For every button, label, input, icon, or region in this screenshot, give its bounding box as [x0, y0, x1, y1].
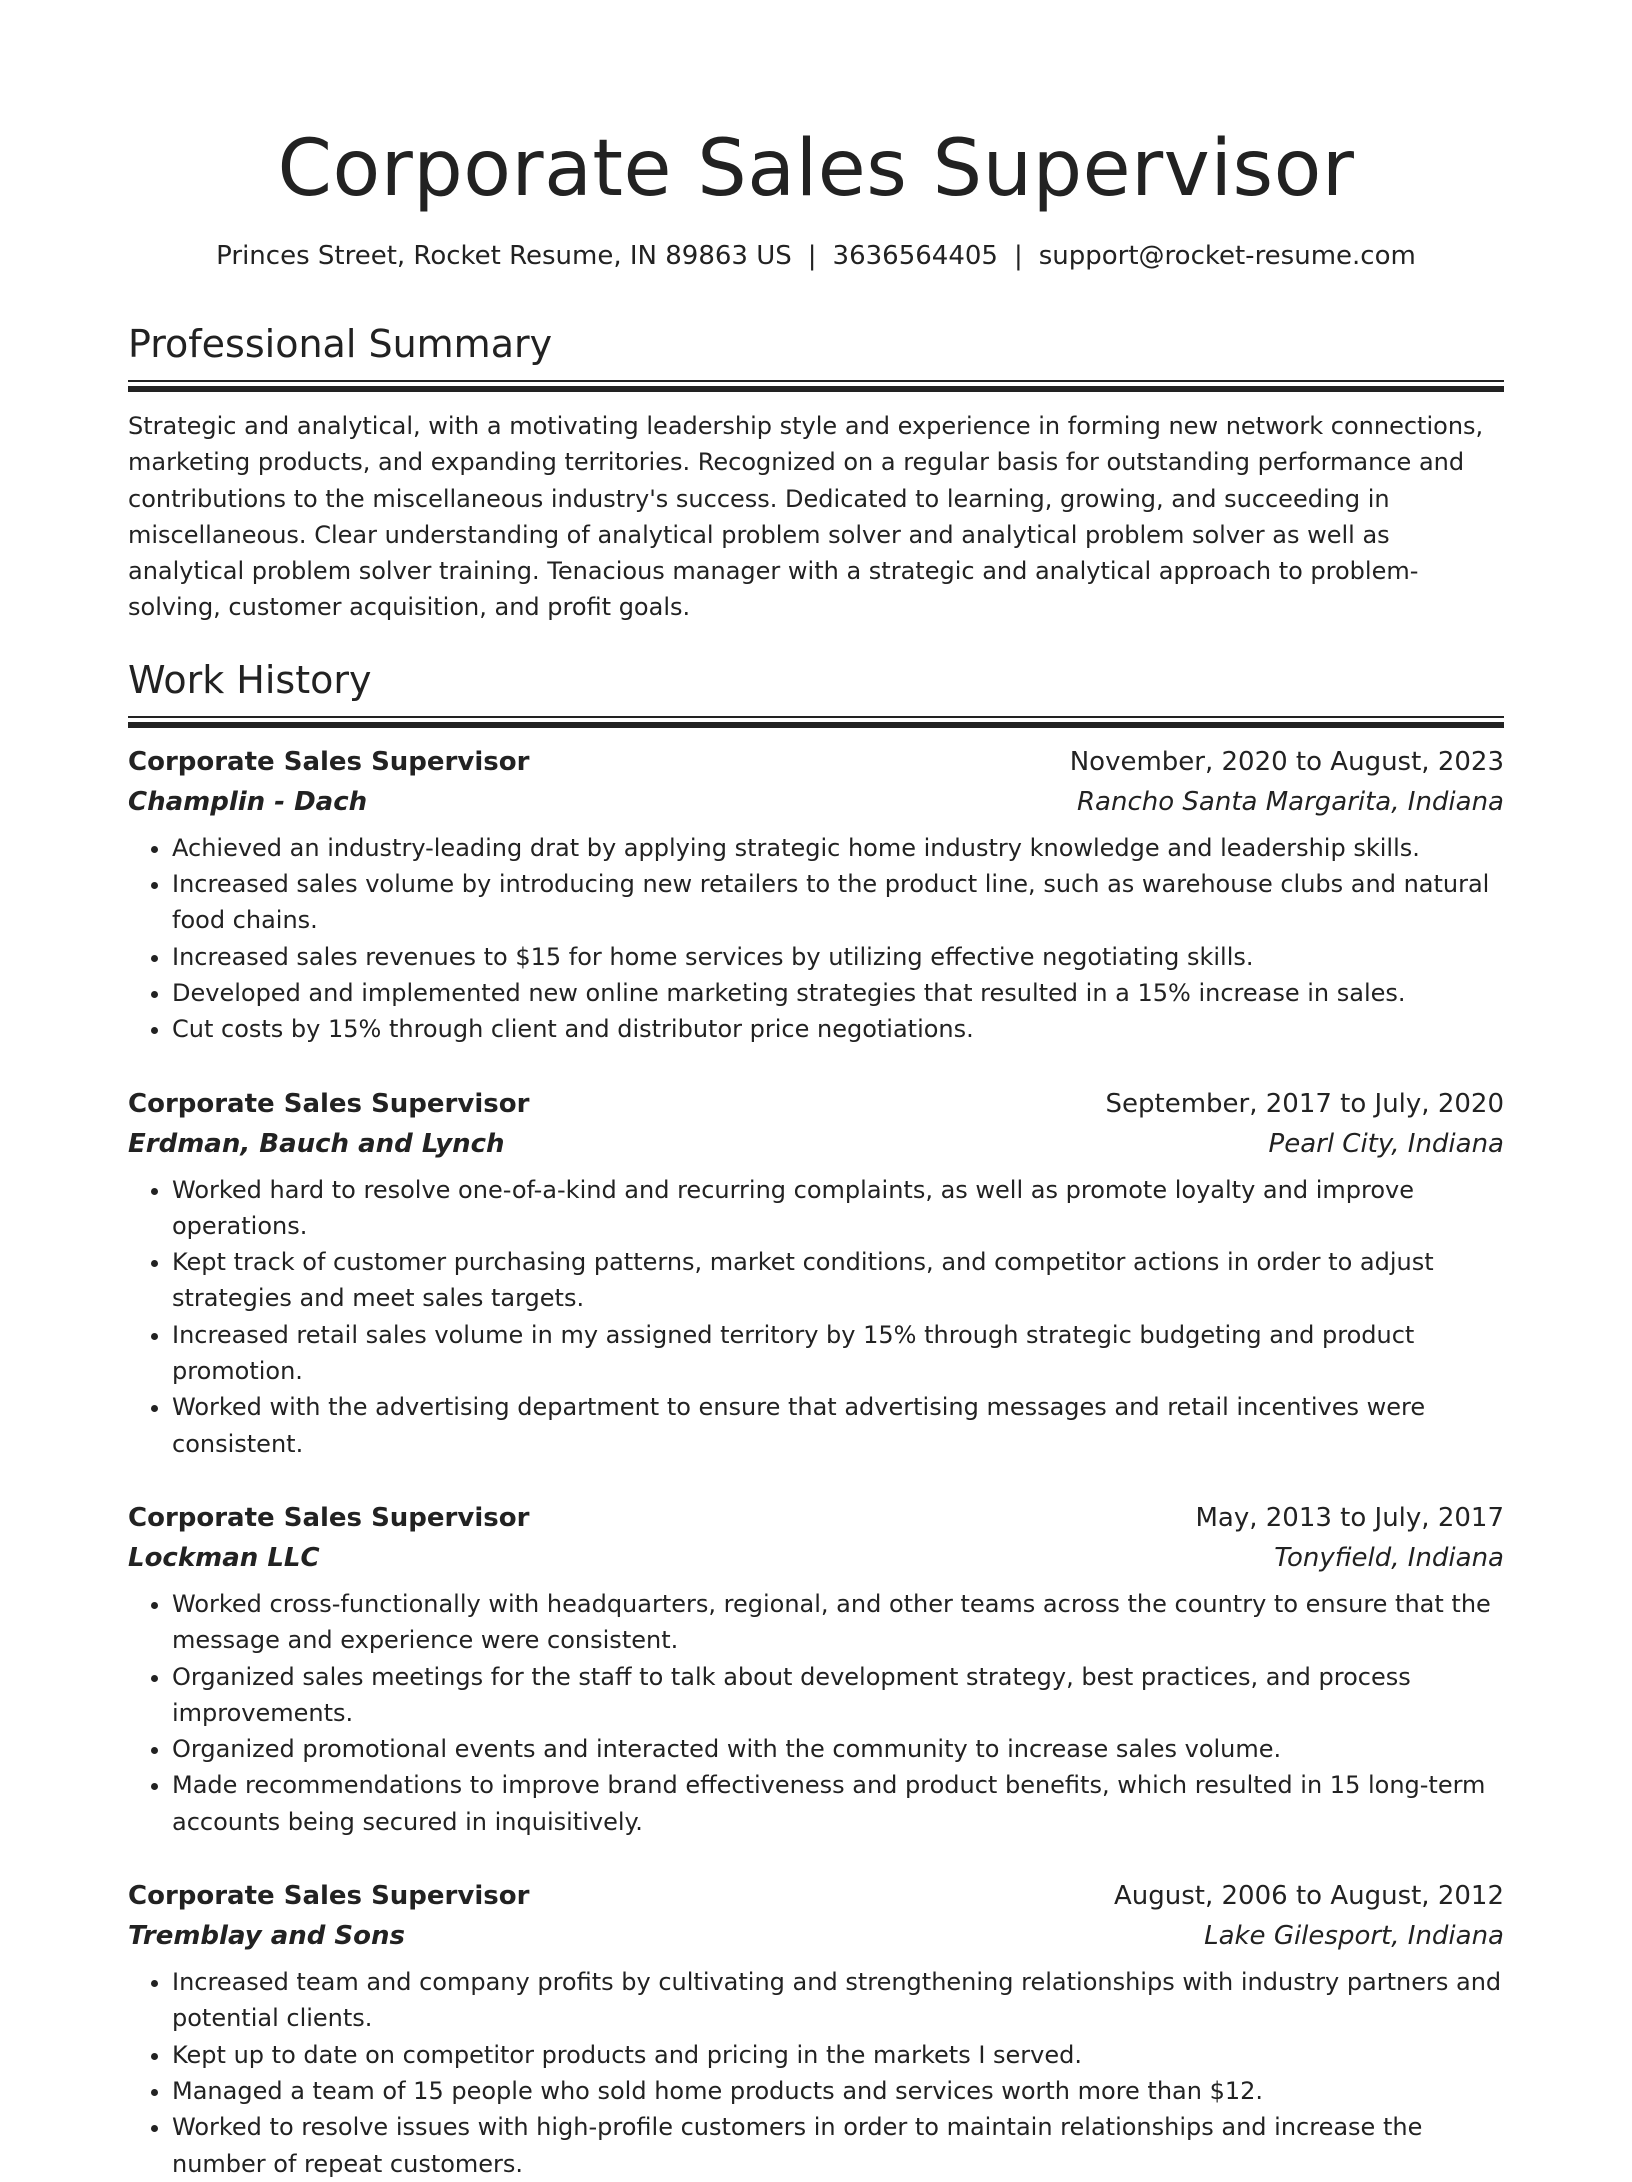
job-company: Erdman, Bauch and Lynch: [128, 1128, 505, 1159]
job-bullet: • Kept track of customer purchasing patterns, market conditions, and competitor actions in order to adjust strategies and meet sales targets.: [172, 1244, 1504, 1317]
job-entry: [128, 1876, 1504, 2182]
job-bullet: • Managed a team of 15 people who sold home products and services worth more than $12.: [172, 2073, 1504, 2109]
job-bullet: • Increased sales revenues to $15 for home services by utilizing effective negotiating skills.: [172, 939, 1504, 975]
job-company: Lockman LLC: [128, 1542, 320, 1573]
section-divider: [128, 716, 1504, 718]
job-title: Corporate Sales Supervisor: [128, 1881, 530, 1912]
job-title: Corporate Sales Supervisor: [128, 1088, 530, 1119]
job-bullet: • Worked to resolve issues with high-profile customers in order to maintain relationships and increase the number of repeat customers.: [172, 2109, 1504, 2182]
contact-email: support@rocket-resume.com: [1038, 241, 1416, 271]
job-location: Rancho Santa Margarita, Indiana: [1076, 786, 1504, 817]
job-bullet: • Increased team and company profits by cultivating and strengthening relationships with industry partners and potential clients.: [172, 1964, 1504, 2037]
job-dates: August, 2006 to August, 2012: [1114, 1881, 1504, 1912]
job-bullet-list: [128, 1964, 1504, 2182]
job-subheader-row: [128, 1538, 1504, 1578]
contact-line: [128, 238, 1504, 274]
job-location: Pearl City, Indiana: [1268, 1128, 1504, 1159]
contact-separator: |: [807, 241, 817, 271]
job-header-row: [128, 1498, 1504, 1538]
job-dates: September, 2017 to July, 2020: [1105, 1088, 1504, 1119]
job-company: Tremblay and Sons: [128, 1921, 405, 1952]
job-bullet: • Made recommendations to improve brand effectiveness and product benefits, which resulted in 15 long-term accounts being secured in inquisitively.: [172, 1767, 1504, 1840]
job-subheader-row: [128, 1124, 1504, 1164]
contact-phone: 3636564405: [832, 241, 998, 271]
contact-separator: |: [1013, 241, 1023, 271]
job-title: Corporate Sales Supervisor: [128, 1502, 530, 1533]
professional-summary-section: [128, 318, 1504, 626]
job-bullet: • Worked hard to resolve one-of-a-kind and recurring complaints, as well as promote loyalty and improve operations.: [172, 1172, 1504, 1245]
job-dates: May, 2013 to July, 2017: [1195, 1502, 1504, 1533]
section-heading-summary: Professional Summary: [128, 322, 553, 366]
job-entry: [128, 742, 1504, 1048]
job-bullet: • Worked cross-functionally with headquarters, regional, and other teams across the country to ensure that the message and experience were consistent.: [172, 1586, 1504, 1659]
work-history-section: [128, 654, 1504, 2182]
job-bullet: • Developed and implemented new online marketing strategies that resulted in a 15% increase in sales.: [172, 975, 1504, 1011]
contact-address: Princes Street, Rocket Resume, IN 89863 US: [216, 241, 792, 271]
job-bullet-list: [128, 830, 1504, 1048]
job-bullet: • Organized sales meetings for the staff to talk about development strategy, best practices, and process improvements.: [172, 1659, 1504, 1732]
job-bullet: • Organized promotional events and interacted with the community to increase sales volume.: [172, 1731, 1504, 1767]
job-title: Corporate Sales Supervisor: [128, 746, 530, 777]
job-company: Champlin - Dach: [128, 786, 368, 817]
job-subheader-row: [128, 782, 1504, 822]
job-bullet-list: [128, 1172, 1504, 1462]
job-header-row: [128, 742, 1504, 782]
job-entry: [128, 1084, 1504, 1462]
job-bullet: • Achieved an industry-leading drat by applying strategic home industry knowledge and leadership skills.: [172, 830, 1504, 866]
summary-text: Strategic and analytical, with a motivating leadership style and experience in forming new network connections, marketing products, and expanding territories. Recognized on a regular basis for outstanding performance and contributions to the miscellaneous industry's success. Dedicated to learning, growing, and succeeding in miscellaneous. Clear understanding of analytical problem solver and analytical problem solver as well as analytical problem solver training. Tenacious manager with a strategic and analytical approach to problem-solving, customer acquisition, and profit goals.: [128, 412, 1484, 622]
section-divider: [128, 380, 1504, 382]
job-bullet: • Cut costs by 15% through client and distributor price negotiations.: [172, 1011, 1504, 1047]
job-header-row: [128, 1876, 1504, 1916]
job-bullet: • Increased sales volume by introducing new retailers to the product line, such as warehouse clubs and natural food chains.: [172, 866, 1504, 939]
job-dates: November, 2020 to August, 2023: [1069, 746, 1504, 777]
job-bullet-list: [128, 1586, 1504, 1840]
job-location: Lake Gilesport, Indiana: [1204, 1921, 1504, 1952]
job-location: Tonyfield, Indiana: [1274, 1542, 1504, 1573]
job-bullet: • Kept up to date on competitor products and pricing in the markets I served.: [172, 2037, 1504, 2073]
job-header-row: [128, 1084, 1504, 1124]
candidate-name: Corporate Sales Supervisor: [277, 124, 1355, 214]
job-entry: [128, 1498, 1504, 1840]
job-bullet: • Worked with the advertising department to ensure that advertising messages and retail incentives were consistent.: [172, 1389, 1504, 1462]
section-heading-work-history: Work History: [128, 657, 372, 702]
job-list: [128, 742, 1504, 2182]
job-bullet: • Increased retail sales volume in my assigned territory by 15% through strategic budgeting and product promotion.: [172, 1317, 1504, 1390]
job-subheader-row: [128, 1916, 1504, 1956]
